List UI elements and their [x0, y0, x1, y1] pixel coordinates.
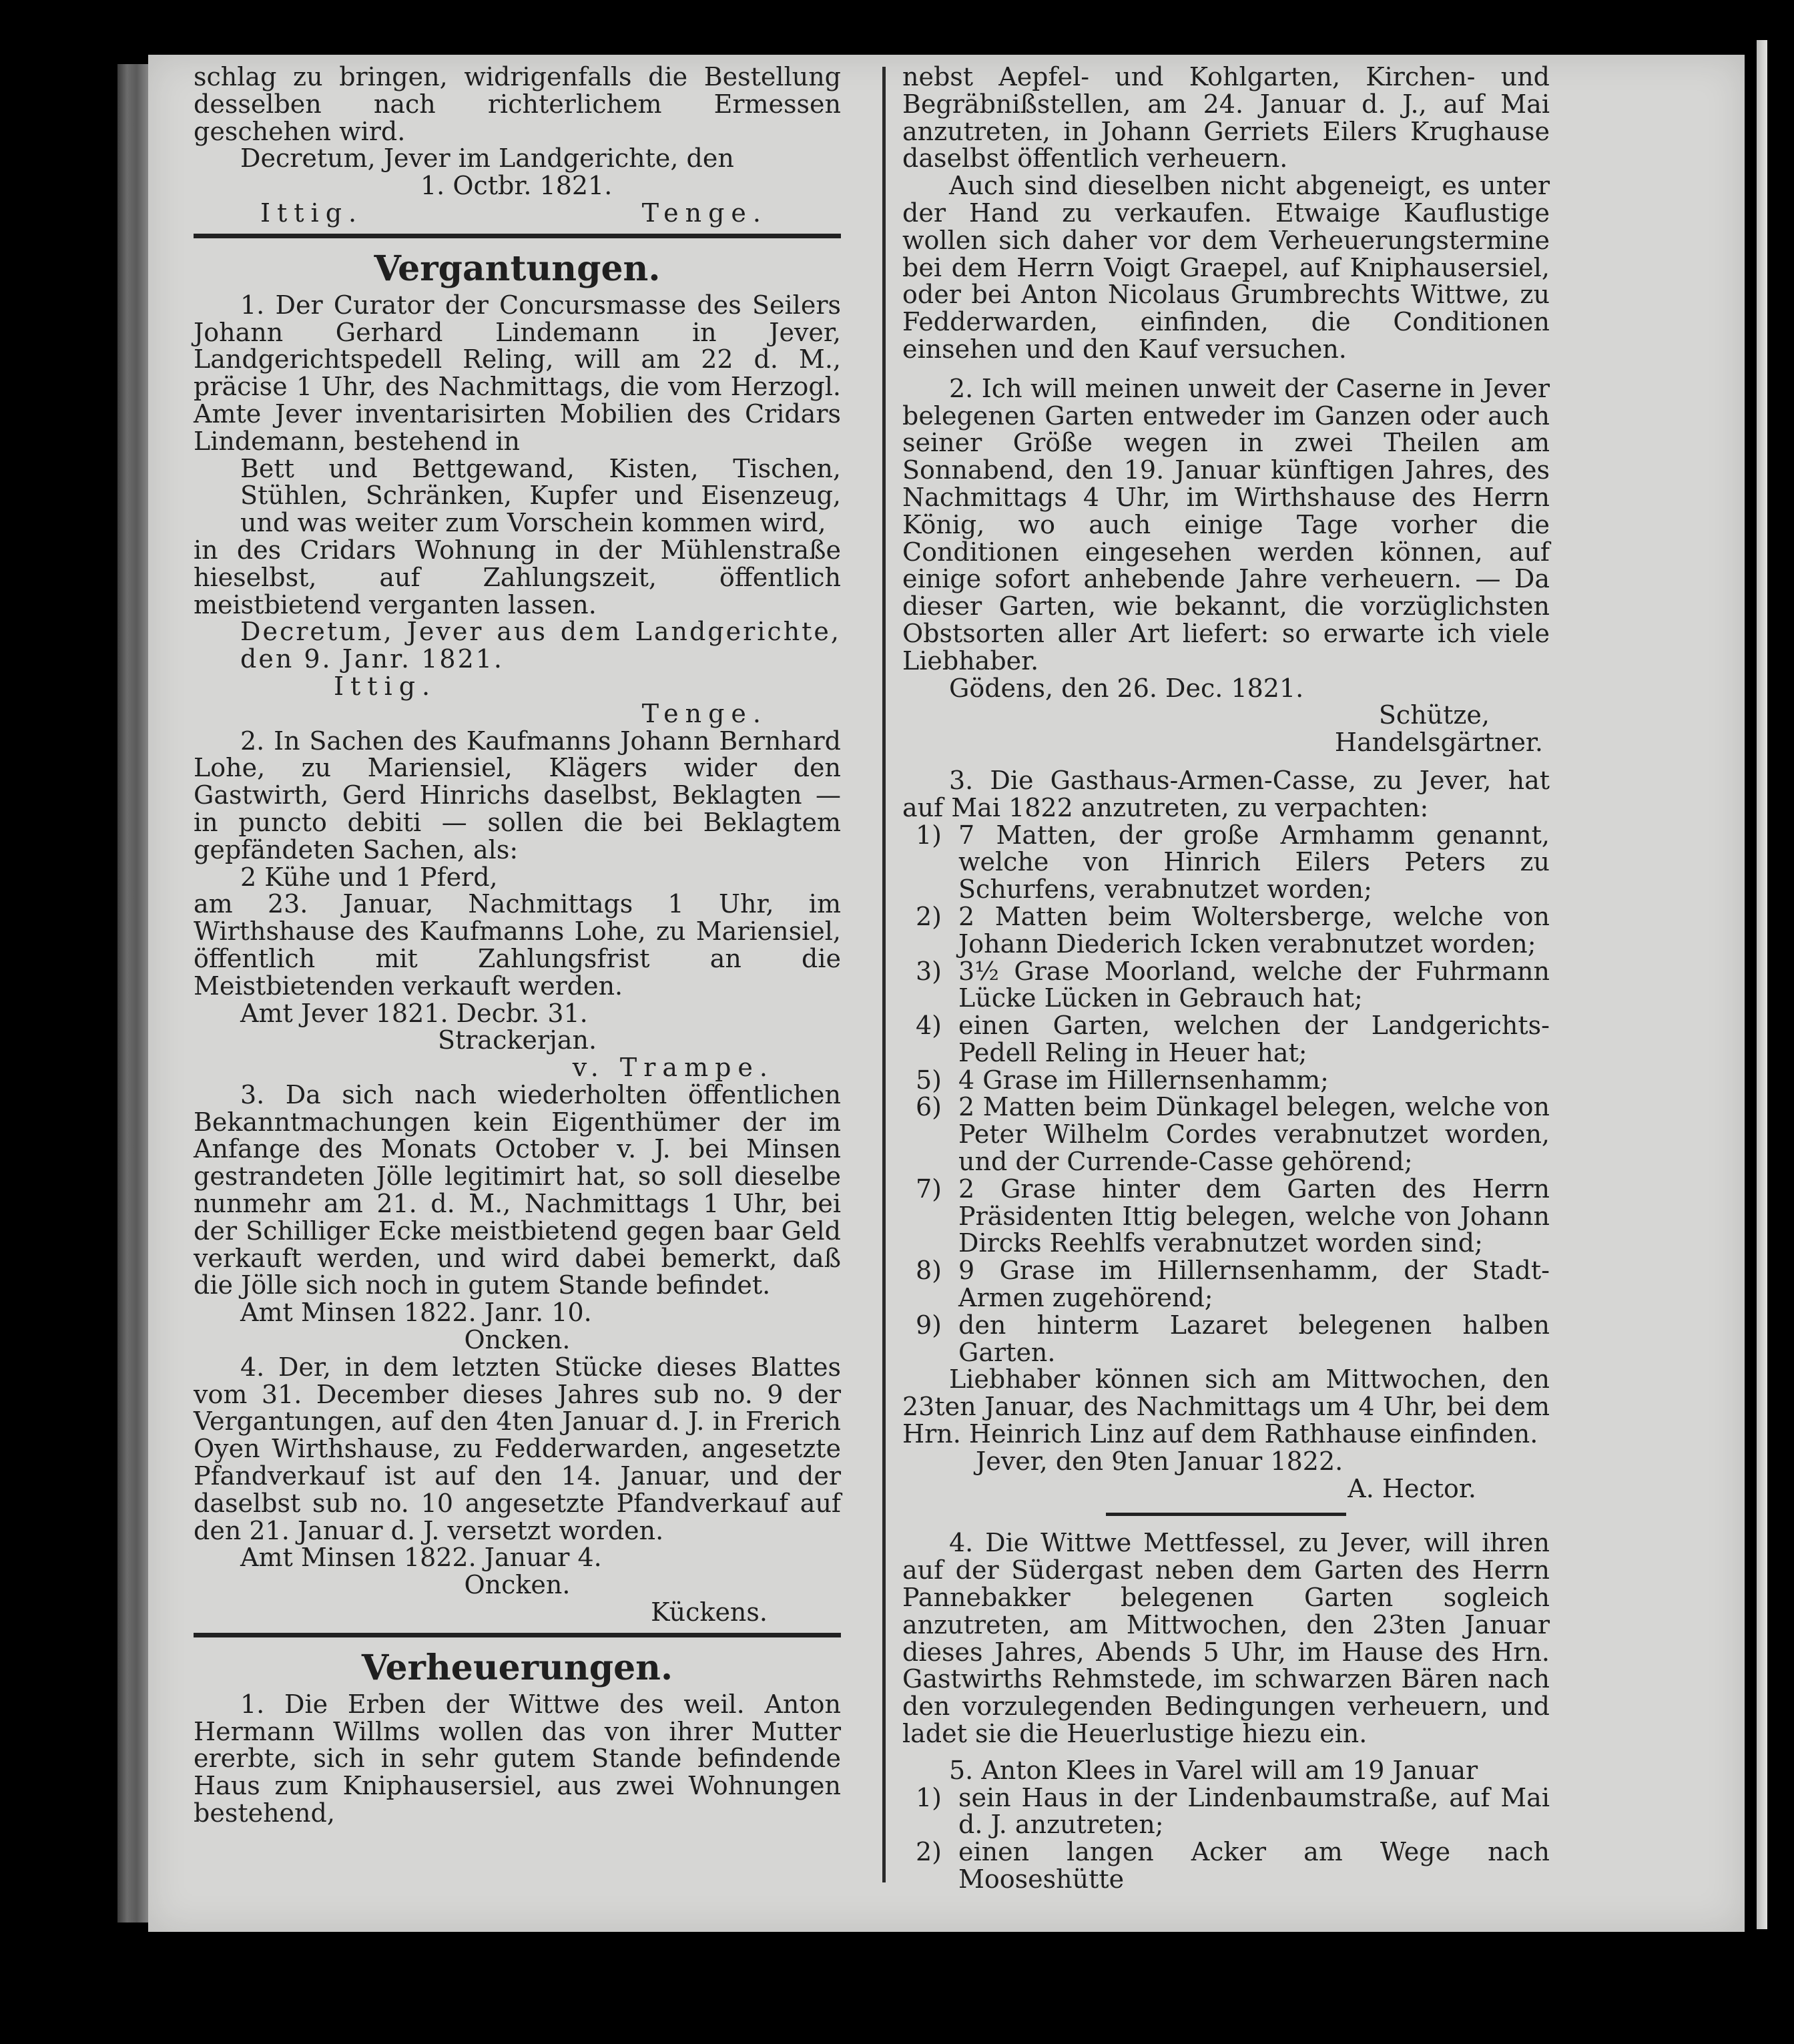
- vergantung-3-amt: Amt Minsen 1822. Janr. 10.: [240, 1298, 592, 1328]
- verheuerung-3-item-text: 7 Matten, der große Armhamm genannt, welche von Hinrich Eilers Peters zu Schurfens, verabnutzet worden;: [958, 820, 1550, 905]
- vergantung-4-signature-b: Kückens.: [651, 1597, 768, 1627]
- vergantung-1-rest: in des Cridars Wohnung in der Mühlenstraße hieselbst, auf Zahlungszeit, öffentlich meistbietend verganten lassen.: [194, 535, 841, 619]
- verheuerung-3-item-number: 9): [916, 1310, 942, 1340]
- verheuerung-3-item-number: 2): [916, 901, 942, 931]
- short-rule: [1106, 1513, 1346, 1516]
- verheuerung-5-item: [902, 1784, 1550, 1839]
- verheuerung-3-signature: A. Hector.: [1348, 1473, 1476, 1503]
- verheuerung-3-item-number: 8): [916, 1256, 942, 1286]
- verheuerung-3-item-number: 5): [916, 1065, 942, 1095]
- verheuerung-3-item-text: 2 Matten beim Woltersberge, welche von Johann Diederich Icken verabnutzet worden;: [958, 901, 1550, 959]
- verheuerung-2-text: 2. Ich will meinen unweit der Caserne in Jever belegenen Garten entweder im Ganzen oder auch seiner Größe wegen in zwei Theilen am Sonnabend, den 19. Januar künftigen Jahres, des Nachmittags 4 Uhr, im Wirthshause des Herrn König, wo auch einige Tage vorher die Conditionen eingesehen werden können, auf einige sofort anhebende Jahre verheuern. — Da dieser Garten, wie bekannt, die vorzüglichsten Obstsorten aller Art liefert: so erwarte ich viele Liebhaber.: [902, 373, 1550, 676]
- verheuerung-5-text: 5. Anton Klees in Varel will am 19 Januar: [949, 1755, 1478, 1785]
- vergantung-1-signature-a: Ittig.: [334, 671, 437, 701]
- verheuerung-2-signature-title: Handelsgärtner.: [1334, 728, 1543, 758]
- verheuerung-3-item: [902, 1067, 1550, 1094]
- verheuerung-5-item-number: 2): [916, 1837, 942, 1867]
- verheuerung-3-item-number: 4): [916, 1011, 942, 1041]
- verheuerung-3-item: [902, 1176, 1550, 1257]
- left-column: [194, 63, 841, 1827]
- vergantung-2-signature-b: v. Trampe.: [572, 1053, 774, 1083]
- verheuerung-5-item-text: sein Haus in der Lindenbaumstraße, auf Mai d. J. anzutreten;: [958, 1782, 1550, 1840]
- verheuerung-3-item-text: 2 Grase hinter dem Garten des Herrn Präsidenten Ittig belegen, welche von Johann Dircks Reehlfs verabnutzet worden sind;: [958, 1174, 1550, 1258]
- verheuerung-3-item-number: 1): [916, 820, 942, 850]
- verheuerung-3-item-text: den hinterm Lazaret belegenen halben Garten.: [958, 1310, 1550, 1367]
- verheuerung-3-item: [902, 822, 1550, 903]
- right-column: [902, 63, 1550, 1893]
- verheuerung-3-item-text: 9 Grase im Hillernsenhamm, der Stadt-Armen zugehörend;: [958, 1256, 1550, 1313]
- vergantung-2-rest: am 23. Januar, Nachmittags 1 Uhr, im Wirthshause des Kaufmanns Lohe, zu Mariensiel, öffentlich mit Zahlungsfrist an die Meistbietenden verkauft werden.: [194, 889, 841, 1001]
- verheuerung-3-item-number: 7): [916, 1174, 942, 1204]
- verheuerung-3-list: [902, 822, 1550, 1366]
- signature-row: [194, 200, 841, 227]
- verheuerung-3-item-text: einen Garten, welchen der Landgerichts-Pedell Reling in Heuer hat;: [958, 1011, 1550, 1067]
- verheuerung-3-item-text: 3½ Grase Moorland, welche der Fuhrmann Lücke Lücken in Gebrauch hat;: [958, 956, 1550, 1013]
- verheuerung-3-item: [902, 1312, 1550, 1366]
- verheuerung-3-item-number: 6): [916, 1092, 942, 1122]
- vergantung-2-signature-a: Strackerjan.: [437, 1025, 597, 1055]
- verheuerung-5-item-number: 1): [916, 1782, 942, 1812]
- verheuerung-1-text: 1. Die Erben der Wittwe des weil. Anton Hermann Willms wollen das von ihrer Mutter ererbte, sich in sehr gutem Stande befindende Haus zum Kniphausersiel, aus zwei Wohnungen bestehend,: [194, 1689, 841, 1828]
- section-rule-2: [194, 1633, 841, 1637]
- verheuerung-2-date: Gödens, den 26. Dec. 1821.: [949, 673, 1304, 703]
- vergantung-2-list: 2 Kühe und 1 Pferd,: [240, 862, 498, 892]
- section-rule: [194, 234, 841, 238]
- verheuerung-3-item: [902, 1093, 1550, 1175]
- verheuerung-1-paragraph-2: Auch sind dieselben nicht abgeneigt, es unter der Hand zu verkaufen. Etwaige Kauflustige wollen sich daher vor dem Verheuerungstermine bei dem Herrn Voigt Graepel, auf Kniphausersiel, oder bei Anton Nicolaus Grumbrechts Wittwe, zu Fedderwarden, einfinden, die Conditionen einsehen und den Kauf versuchen.: [902, 171, 1550, 364]
- vergantung-1-signature-b: Tenge.: [641, 698, 768, 728]
- decretum-date: 1. Octbr. 1821.: [420, 171, 613, 201]
- verheuerung-3-item: [902, 903, 1550, 958]
- vergantung-4-text: 4. Der, in dem letzten Stücke dieses Blattes vom 31. December dieses Jahres sub no. 9 der Vergantungen, auf den 4ten Januar d. J. in Frerich Oyen Wirthshause, zu Fedderwarden, angesetzte Pfandverkauf ist auf den 14. Januar, und der daselbst sub no. 10 angesetzte Pfandverkauf auf den 21. Januar d. J. versetzt worden.: [194, 1352, 841, 1545]
- heading-verheuerungen: Verheuerungen.: [361, 1647, 673, 1688]
- page-edge: [1757, 40, 1767, 1929]
- intro-text: schlag zu bringen, widrigenfalls die Bestellung desselben nach richterlichem Ermessen geschehen wird.: [194, 62, 841, 146]
- signature-ittig: Ittig.: [260, 198, 364, 228]
- decretum-line: Decretum, Jever im Landgerichte, den: [240, 144, 734, 174]
- verheuerung-3-item: [902, 1257, 1550, 1312]
- verheuerung-3-item-number: 3): [916, 956, 942, 986]
- verheuerung-3-item: [902, 958, 1550, 1013]
- heading-vergantungen: Vergantungen.: [374, 248, 661, 289]
- vergantung-2-text: 2. In Sachen des Kaufmanns Johann Bernhard Lohe, zu Mariensiel, Klägers wider den Gastwirth, Gerd Hinrichs daselbst, Beklagten — in puncto debiti — sollen die bei Beklagtem gepfändeten Sachen, als:: [194, 726, 841, 864]
- book-spine: [117, 64, 150, 1923]
- verheuerung-3-item: [902, 1012, 1550, 1067]
- vergantung-1-decretum: Decretum, Jever aus dem Landgerichte, den 9. Janr. 1821.: [240, 617, 841, 674]
- verheuerung-5-item-text: einen langen Acker am Wege nach Mooseshütte: [958, 1837, 1550, 1894]
- column-divider: [882, 67, 886, 1882]
- verheuerung-3-item-text: 4 Grase im Hillernsenhamm;: [958, 1065, 1329, 1095]
- verheuerung-3-rest: Liebhaber können sich am Mittwochen, den 23ten Januar, des Nachmittags um 4 Uhr, bei dem Hrn. Heinrich Linz auf dem Rathhause einfinden.: [902, 1364, 1550, 1449]
- vergantung-2-amt: Amt Jever 1821. Decbr. 31.: [240, 998, 588, 1028]
- verheuerung-5-list: [902, 1784, 1550, 1893]
- verheuerung-3-item-text: 2 Matten beim Dünkagel belegen, welche von Peter Wilhelm Cordes verabnutzet worden, und der Currende-Casse gehörend;: [958, 1092, 1550, 1177]
- vergantung-1-text: 1. Der Curator der Concursmasse des Seilers Johann Gerhard Lindemann in Jever, Landgerichtspedell Reling, will am 22 d. M., präcise 1 Uhr, des Nachmittags, die vom Herzogl. Amte Jever inventarisirten Mobilien des Cridars Lindemann, bestehend in: [194, 290, 841, 456]
- verheuerung-2-signature: Schütze,: [1378, 700, 1490, 730]
- vergantung-3-text: 3. Da sich nach wiederholten öffentlichen Bekanntmachungen kein Eigenthümer der im Anfange des Monats October v. J. bei Minsen gestrandeten Jölle legitimirt hat, so soll dieselbe nunmehr am 21. d. M., Nachmittags 1 Uhr, bei der Schilliger Ecke meistbietend gegen baar Geld verkauft werden, und wird dabei bemerkt, daß die Jölle sich noch in gutem Stande befindet.: [194, 1079, 841, 1300]
- verheuerung-3-text: 3. Die Gasthaus-Armen-Casse, zu Jever, hat auf Mai 1822 anzutreten, zu verpachten:: [902, 765, 1550, 822]
- verheuerung-4-text: 4. Die Wittwe Mettfessel, zu Jever, will ihren auf der Südergast neben dem Garten des Herrn Pannebakker belegenen Garten sogleich anzutreten, am Mittwochen, den 23ten Januar dieses Jahres, Abends 5 Uhr, im Hause des Hrn. Gastwirths Rehmstede, im schwarzen Bären nach den vorzulegenden Bedingungen verheuern, und ladet sie die Heuerlustige hiezu ein.: [902, 1528, 1550, 1749]
- vergantung-4-amt: Amt Minsen 1822. Januar 4.: [240, 1543, 602, 1573]
- verheuerung-3-date: Jever, den 9ten Januar 1822.: [976, 1446, 1343, 1476]
- vergantung-3-signature: Oncken.: [464, 1325, 571, 1355]
- verheuerung-1-continued: nebst Aepfel- und Kohlgarten, Kirchen- und Begräbnißstellen, am 24. Januar d. J., auf Mai anzutreten, in Johann Gerriets Eilers Krughause daselbst öffentlich verheuern.: [902, 62, 1550, 174]
- vergantung-4-signature-a: Oncken.: [464, 1570, 571, 1600]
- signature-tenge: Tenge.: [641, 198, 768, 228]
- vergantung-1-list: Bett und Bettgewand, Kisten, Tischen, Stühlen, Schränken, Kupfer und Eisenzeug, und was weiter zum Vorschein kommen wird,: [240, 453, 841, 538]
- verheuerung-5-item: [902, 1838, 1550, 1893]
